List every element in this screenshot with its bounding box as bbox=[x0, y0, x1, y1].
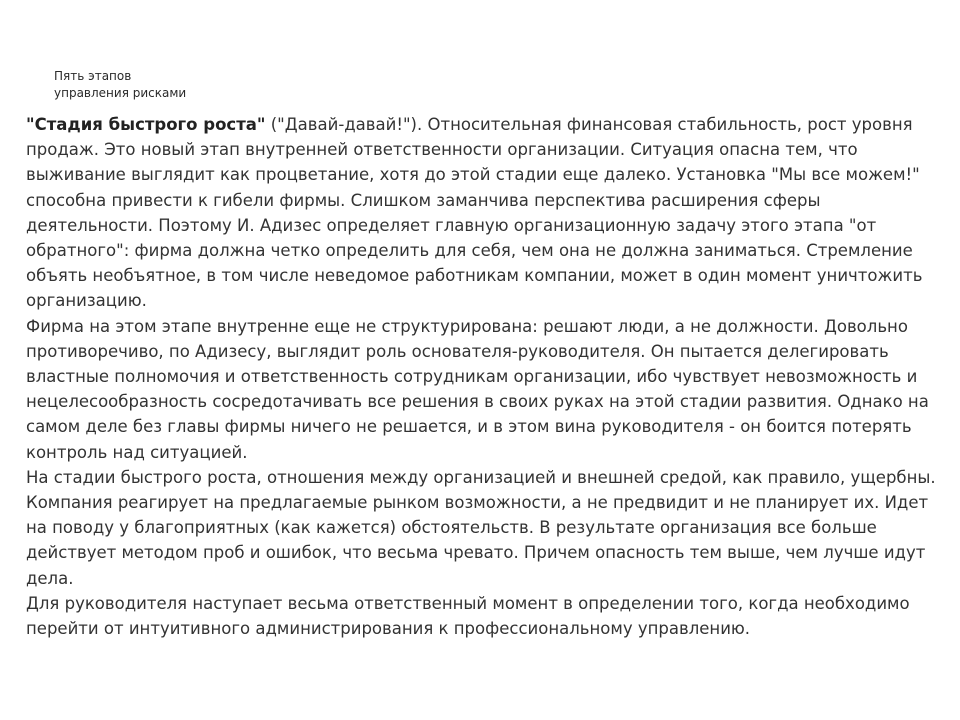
paragraph-management-transition: Для руководителя наступает весьма ответственный момент в определении того, когда необходимо перейти от интуитивного администрирования к профессиональному управлению. bbox=[26, 593, 910, 639]
stage-name-bold: "Стадия быстрого роста" bbox=[26, 115, 266, 134]
paragraph-1-text: ("Давай-давай!"). Относительная финансовая стабильность, рост уровня продаж. Это новый этап внутренней ответственности организации. Ситуация опасна тем, что выживание выглядит как процветание, хотя до этой стадии еще далеко. Установка "Мы все можем!" способна привести к гибели фирмы. Слишком заманчива перспектива расширения сферы деятельности. Поэтому И. Адизес определяет главную организационную задачу этого этапа "от обратного": фирма должна четко определить для себя, чем она не должна заниматься. Стремление объять необъятное, в том числе неведомое работникам компании, может в один момент уничтожить организацию. bbox=[26, 115, 923, 311]
paragraph-rapid-growth-stage bbox=[26, 112, 938, 314]
paragraph-external-relations: На стадии быстрого роста, отношения между организацией и внешней средой, как правило, ущербны. Компания реагирует на предлагаемые рынком возможности, а не предвидит и не планирует их. Идет на поводу у благоприятных (как кажется) обстоятельств. В результате организация все больше действует методом проб и ошибок, что весьма чревато. Причем опасность тем выше, чем лучше идут дела. bbox=[26, 467, 936, 588]
section-title-line-2: управления рисками bbox=[54, 86, 187, 100]
section-title-line-1: Пять этапов bbox=[54, 69, 132, 83]
paragraph-founder-role: Фирма на этом этапе внутренне еще не структурирована: решают люди, а не должности. Довольно противоречиво, по Адизесу, выглядит роль основателя-руководителя. Он пытается делегировать властные полномочия и ответственность сотрудникам организации, ибо чувствует невозможность и нецелесообразность сосредотачивать все решения в своих руках на этой стадии развития. Однако на самом деле без главы фирмы ничего не решается, и в этом вина руководителя - он боится потерять контроль над ситуацией. bbox=[26, 316, 929, 462]
body-text bbox=[26, 112, 938, 641]
section-title bbox=[54, 68, 314, 102]
